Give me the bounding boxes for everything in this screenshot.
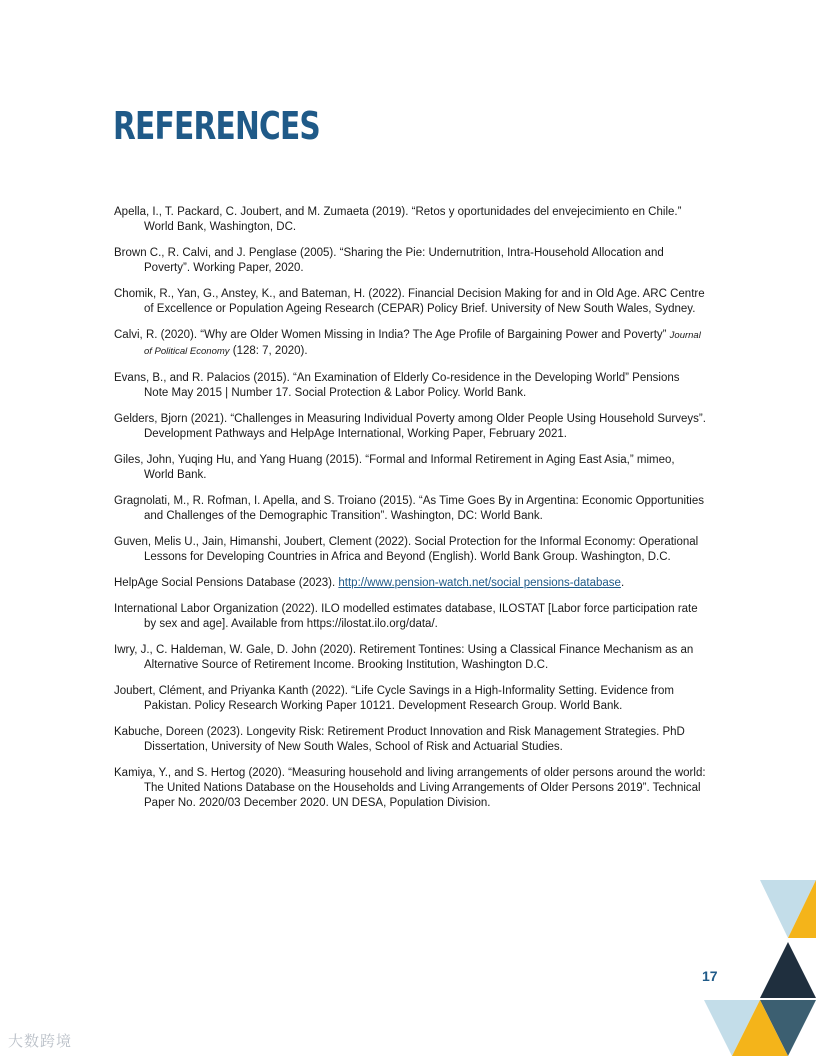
- reference-text: Calvi, R. (2020). “Why are Older Women Missing in India? The Age Profile of Bargaining Power and Poverty”: [114, 328, 670, 341]
- reference-text: Joubert, Clément, and Priyanka Kanth (2022). “Life Cycle Savings in a High-Informality Setting. Evidence from Pakistan. Policy Research Working Paper 10121. Development Research Group. World Bank.: [114, 685, 674, 712]
- page-number: 17: [702, 968, 718, 984]
- reference-text: HelpAge Social Pensions Database (2023).: [114, 576, 339, 589]
- reference-text: Giles, John, Yuqing Hu, and Yang Huang (2015). “Formal and Informal Retirement in Aging East Asia,” mimeo, World Bank.: [114, 453, 675, 481]
- reference-text: Apella, I., T. Packard, C. Joubert, and M. Zumaeta (2019). “Retos y oportunidades del envejecimiento en Chile.” World Bank, Washington, DC.: [114, 206, 682, 233]
- reference-text: Brown C., R. Calvi, and J. Penglase (2005). “Sharing the Pie: Undernutrition, Intra-Household Allocation and Poverty”. Working Paper, 2020.: [114, 246, 664, 274]
- pension-watch-link[interactable]: http://www.pension-watch.net/social pensions-database: [338, 576, 621, 589]
- reference-text: Evans, B., and R. Palacios (2015). “An Examination of Elderly Co-residence in the Developing World” Pensions Note May 2015 | Number 17. Social Protection & Labor Policy. World Bank.: [114, 371, 680, 399]
- reference-text: Chomik, R., Yan, G., Anstey, K., and Bateman, H. (2022). Financial Decision Making for and in Old Age. ARC Centre of Excellence or Population Ageing Research (CEPAR) Policy Brief. University of New South Wales, Sydney.: [114, 287, 705, 315]
- reference-text: Kabuche, Doreen (2023). Longevity Risk: Retirement Product Innovation and Risk Management Strategies. PhD Dissertation, University of New South Wales, School of Risk and Actuarial Studies.: [114, 726, 685, 753]
- reference-text: Gelders, Bjorn (2021). “Challenges in Measuring Individual Poverty among Older People Using Household Surveys”. Development Pathways and HelpAge International, Working Paper, February 2021.: [114, 412, 706, 440]
- reference-text: Guven, Melis U., Jain, Himanshi, Joubert, Clement (2022). Social Protection for the Informal Economy: Operational Lessons for Developing Countries in Africa and Beyond (English). World Bank Group. Washington, D.C.: [114, 535, 699, 563]
- navy-triangle: [760, 942, 816, 998]
- reference-text: Kamiya, Y., and S. Hertog (2020). “Measuring household and living arrangements of older persons around the world: The United Nations Database on the Households and Living Arrangements of Older Persons 2019”. Technical Paper No. 2020/03 December 2020. UN DESA, Population Division.: [114, 766, 706, 809]
- watermark: 大数跨境: [8, 1033, 73, 1050]
- reference-text-after: .: [620, 576, 625, 589]
- reference-text: Iwry, J., C. Haldeman, W. Gale, D. John (2020). Retirement Tontines: Using a Classical Finance Mechanism as an Alternative Source of Retirement Income. Brooking Institution, Washington D.C.: [114, 644, 694, 671]
- reference-text: Gragnolati, M., R. Rofman, I. Apella, and S. Troiano (2015). “As Time Goes By in Argentina: Economic Opportunities and Challenges of the Demographic Transition”. Washington, DC: World Bank.: [114, 494, 704, 522]
- reference-text-after: (128: 7, 2020).: [229, 344, 308, 357]
- page-title: REFERENCES: [113, 104, 320, 148]
- journal-title: Journal of Political Economy: [144, 329, 701, 357]
- reference-text: International Labor Organization (2022). ILO modelled estimates database, ILOSTAT [Labor force participation rate by sex and age]. Available from https://ilostat.ilo.org/data/.: [114, 603, 698, 630]
